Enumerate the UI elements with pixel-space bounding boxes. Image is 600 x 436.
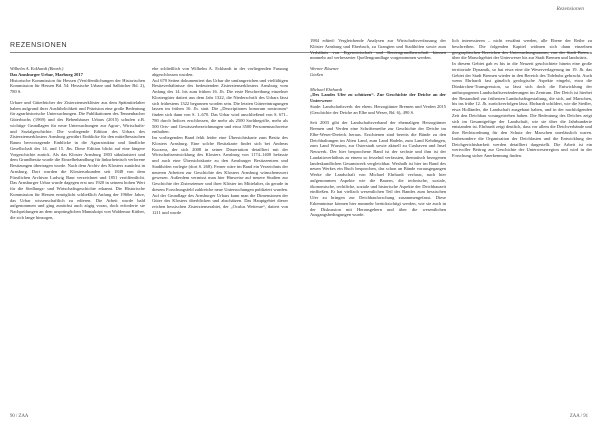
review-paragraph: lich interessieren – nicht erwähnt werden, alle Ebene der Reihe zu beschreiben. Die folgenden Kapitel widmen sich dann einzelnen geographischen Bereichen des Untersuchungsraums, von der Stadt Bremen über die Marschgebiet der Unterweser bis zur Stadt Bremen und landwärts. [452, 38, 592, 61]
review-paragraph: ehe schließlich von Wilhelm A. Eckhardt in der vorliegenden Fassung abgeschlossen wurden. [152, 66, 288, 77]
running-head: Rezensionen [556, 6, 584, 12]
review-biblio: Historische Kommission für Hessen (Veröffentlichungen der Historischen Kommission für Hessen Bd. 54: Hessische Urbare und Salbücher Bd. 2), 780 S. [10, 77, 145, 94]
column-1 [10, 66, 145, 221]
review-biblio: Stade: Landschaftsverb. der ehem. Herzogtümer Bremen und Verden 2015 (Geschichte der Deiche an Elbe und Weser, Bd. 6), 490 S. [310, 103, 446, 115]
column-4 [452, 38, 592, 159]
review-paragraph: Seit 2003 gibt der Landschaftsverband der ehemaligen Herzogtümer Bremen und Verden eine Schriftenreihe zur Geschichte der Deiche im Elbe-Weser-Dreieck heraus. Erschienen sind bereits die Bände zu den Deichhaltungen im Alten Land, zum Land Hadeln, zum Land Kehdingen, zum Land Wursten, zur Osterstadt sowie aktuell zu Cuxhaven und Insel Neuwerk. Der hier besprochene Band ist der sechste und ihm ist der Laudatioverhältnis zu einem so fesselnd verfassten, thematisch bezogenen landeskundlichen Gesamtwerk vergleichbar. Weshalb ist hier im Band des neuen Werkes ein Buch besprochen, das schon an Bände vorausgegangen Werke die Landschaft von Michael Ehrhardt verfasst, nach hier aufgenommen Aspekte wie die Bauern, die technische, soziale, ökonomische, rechtliche, soziale und historische Aspekte der Deichbauzeit einfließen. Er hat vielfach wesentlichen Teil des Bandes zum hessischen Ufer zu bringen zur Deichbauforschung zusammengefasst. Diese Erkenntnisse können hier nunmehr berücksichtigt werden, wie sie auch in der Diskussion mit Herausgebern und über die wesentlichen Ausgangsbedingungen wurde. [310, 120, 446, 218]
page-number-left: 90 / ZAA [10, 414, 29, 419]
column-3 [310, 38, 446, 218]
review-paragraph: In diesem Gebiet gab es bis in die Neuzeit geschichtete hinein eine große territoriale Dynamik, so hat etwa eine die Weserverlagerung im 19. Jh. das Gebiet der Stadt Bremen wieder in den Bereich des Tidehubs gebracht. Auch wenn Ehrhardt fast gänzlich geologische Aspekte eingeht, etwa die Dünkirchen-Transgression, so lässt sich doch die Entwicklung der anthropogenen Landschaftsveränderungen im Zentrum. Der Deich ist hierbei der Bestandteil zur frühesten Landschaftsgestaltung, die sich, auf Marschen, bis ins frühe 12. Jh. zurückverfolgen lässt. Ehrhardt schildert, wie die Siedler, etwa Holländer, die Landschaft ausgebaut haben, und in der nachfolgenden Zeit den Deichbau vorangetrieben haben. Die Bedeutung des Deiches zeigt sich im Gesamtgefüge der Landschaft, wie sie über die Jahrhunderte entstanden ist. Ehrhardt zeigt deutlich, dass vor allem die Deichverbände und ihre Rechtsordnung für den Schutz der Marschen unerlässlich waren. Insbesondere die Organisation der Deichlasten und die Entwicklung der Deichgerichtsbarkeit werden detailliert dargestellt. Die Arbeit ist ein wertvoller Beitrag zur Geschichte der Unterweserregion und wird in der Forschung sicher Anerkennung finden. [452, 61, 592, 158]
review-title: Das Amsburger Urbar, Marburg 2017 [10, 71, 83, 77]
column-2 [152, 66, 288, 216]
review-paragraph: 1984 edited: Vergleichende Analysen zur Wirtschaftsverfassung der Klöster Arnsburg und Eberbach, zu Grangien und Stadthöfen sowie zum Verhältnis von Eigenwirtschaft und Rentengrundherrschaft können nunmehr auf verbesserter Quellengrundlage vorgenommen werden. [310, 38, 446, 61]
reviewer-name: Werner Rösener [310, 66, 339, 71]
page-number-right: ZAA / 91 [569, 414, 588, 419]
section-title: REZENSIONEN [10, 42, 68, 49]
review-paragraph: Im vorliegenden Band fehlt leider eine Übersichtskarte zum Besitz des Klosters Arnsburg. Eine solche Besitzkarte findet sich bei Andreas Kuczera, der sich 2008 in seiner Dissertation detailliert mit der Wirtschaftsentwicklung des Klosters Arnsburg von 1174–1400 befasste und auch eine Übersichtskarte zu den Arnsburger Besitzzentren und Stadthöfen vorlegte (dort S. 268). Ferner wäre im Band ein Verzeichnis der neueren Arbeiten zur Geschichte des Klosters Arnsburg wünschenswert gewesen. Außerdem vermisst man hier Hinweise auf neuere Studien zur Geschichte der Zisterzienser und ihrer Klöster im Mittelalter, da gerade in diesem Forschungsfeld zahlreiche neue Untersuchungen publiziert wurden. Auf der Grundlage des Arnsburger Urbars kann man die Dimensionen der Güter des Klosters überblicken und abschätzen. Das Hauptgebiet dieser reichen hessischen Zisterzienserabtei, der „Oculus Wetterae“, datiert von 1211 und wurde [152, 135, 288, 215]
review-paragraph: Auf 670 Seiten dokumentiert das Urbar die umfangreichen und vielfältigen Besitzverhältnisse des bedeutenden Zisterzienserklosters Arnsburg vom Anfang des 14. bis zum frühen 16. Jh. Die erste Beschreibung einzelner Klostergüter datiert aus dem Jahr 1322, die Niederschrift des Urbars lässt sich frühestens 1322 begonnen worden sein. Die letzten Gütereintragungen lassen im frühen 16. Jh. statt. Die „Descriptiones bonorum nostrorum“ finden sich dann von S. 1–670. Das Urbar wird anschließend von S. 671–780 durch Indices erschlossen, die mehr als 2500 Sachbegriffe, mehr als 500 Orts- und Gewässerbezeichnungen und etwa 3500 Personennachweise enthalten. [152, 77, 288, 135]
review-author: Michael Ehrhardt [310, 86, 343, 92]
review-title: „Des Landes Ufer zu schützen“. Zur Geschichte der Deiche an der Unterweser [310, 92, 446, 103]
review-paragraph: Urbare und Güterbücher der Zisterzienserklöster aus dem Spätmittelalter haben aufgrund ihrer Ausführlichkeit und Präzision eine große Bedeutung für agrarhistorische Untersuchungen. Die Publikationen des Tennenbacher Güterbuchs (1969) und des Bebenhäuser Urbars (2015) schufen z.B. wichtige Grundlagen für neue Untersuchungen zur Agrar-, Wirtschafts- und Sozialgeschichte. Die vorliegende Edition des Urbars des Zisterzienserklosters Arnsburg gewährt Einblicke für den mittelhessischen Raum bervorragende Einblicke in die Agrarstruktur und ländliche Gesellschaft des 14. und 15. Jhs. Diese Edition blickt auf eine längere Vorgeschichte zurück. Als das Kloster Arnsburg 1803 säkularisiert und dem Grundbesitz wurde die Einzelbehandlung für linksrheinisch verlorene Besitzungen übertragen wurde. Nach dem Archiv des Klosters zunächst in Arnsburg. Dort wurden die Klosterurkunden seit 1848 von dem Fürstlichen Archivar Ludwig Baur verzeichnet und 1851 veröffentlicht. Das Arnsburger Urbar wurde dagegen erst um 1920 in seinem hohen Wert für die Siedlungs- und Wirtschaftsgeschichte erkannt. Die Historische Kommission für Hessen ermöglicht schließlich Anfang der 1960er Jahre, das Urbar wissenschaftlich zu edieren. Die Arbeit wurde bald aufgenommen und ging zunächst auch zügig voran, doch erforderte sie Nachprüfungen an dem ursprünglichen Manuskript von Waldemar Küther, die sich lange hinzogen, [10, 99, 145, 220]
reviewer-place: Gießen [310, 71, 323, 77]
review-author: Wilhelm A. Eckhardt (Bearb.) [10, 66, 64, 71]
